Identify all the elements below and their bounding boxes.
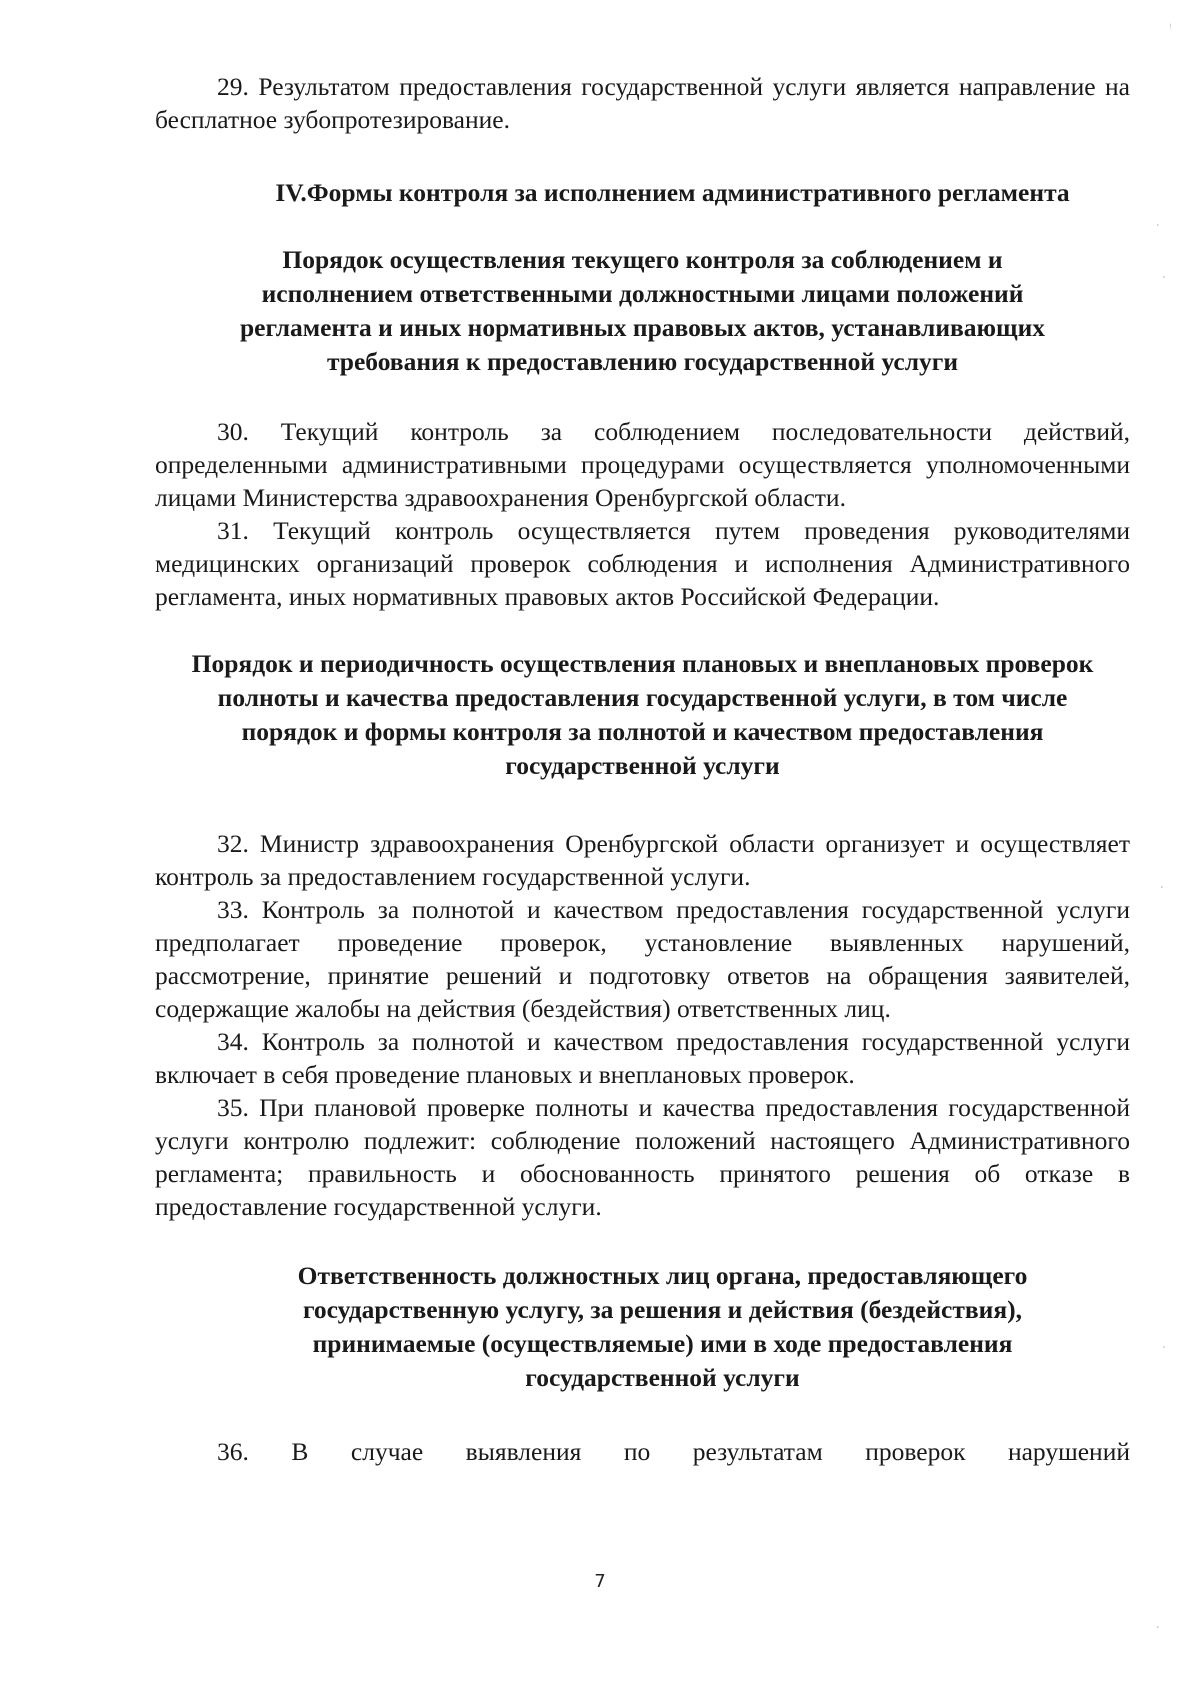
heading-inspections: Порядок и периодичность осуществления плановых и внеплановых проверок полноты и качества предоставления государственной услуги, в том числе порядок и формы контроля за полнотой и качеством предоставления государственной услуги	[191, 649, 1094, 780]
paragraph-34: 34. Контроль за полнотой и качеством предоставления государственной услуги включает в себя проведение плановых и внеплановых проверок.	[155, 1027, 1130, 1089]
document-page	[155, 70, 1130, 1468]
paragraph-30: 30. Текущий контроль за соблюдением последовательности действий, определенными административными процедурами осуществляется уполномоченными лицами Министерства здравоохранения Оренбургской области.	[155, 417, 1130, 512]
heading-responsibility: Ответственность должностных лиц органа, предоставляющего государственную услугу, за решения и действия (бездействия), принимаемые (осуществляемые) ими в ходе предоставления государственной услуги	[297, 1261, 1028, 1392]
section-4-title: IV.Формы контроля за исполнением административного регламента	[275, 178, 1070, 207]
heading-current-control: Порядок осуществления текущего контроля за соблюдением и исполнением ответственными должностными лицами положений регламента и иных нормативных правовых актов, устанавливающих требования к предоставлению государственной услуги	[239, 245, 1046, 376]
paragraph-29: 29. Результатом предоставления государственной услуги является направление на бесплатное зубопротезирование.	[155, 72, 1130, 134]
paragraph-33: 33. Контроль за полнотой и качеством предоставления государственной услуги предполагает проведение проверок, установление выявленных нарушений, рассмотрение, принятие решений и подготовку ответов на обращения заявителей, содержащие жалобы на действия (бездействия) ответственных лиц.	[155, 895, 1130, 1023]
paragraph-31: 31. Текущий контроль осуществляется путем проведения руководителями медицинских организаций проверок соблюдения и исполнения Административного регламента, иных нормативных правовых актов Российской Федерации.	[155, 516, 1130, 611]
paragraph-35: 35. При плановой проверке полноты и качества предоставления государственной услуги контролю подлежит: соблюдение положений настоящего Административного регламента; правильность и обоснованность принятого решения об отказе в предоставление государственной услуги.	[155, 1093, 1130, 1221]
paragraph-32: 32. Министр здравоохранения Оренбургской области организует и осуществляет контроль за предоставлением государственной услуги.	[155, 829, 1130, 891]
scan-edge-artifacts: ꜝ · · · · ·	[1155, 22, 1172, 1636]
paragraph-36: 36. В случае выявления по результатам проверок нарушений	[217, 1437, 1130, 1466]
page-number: 7	[594, 1571, 606, 1592]
